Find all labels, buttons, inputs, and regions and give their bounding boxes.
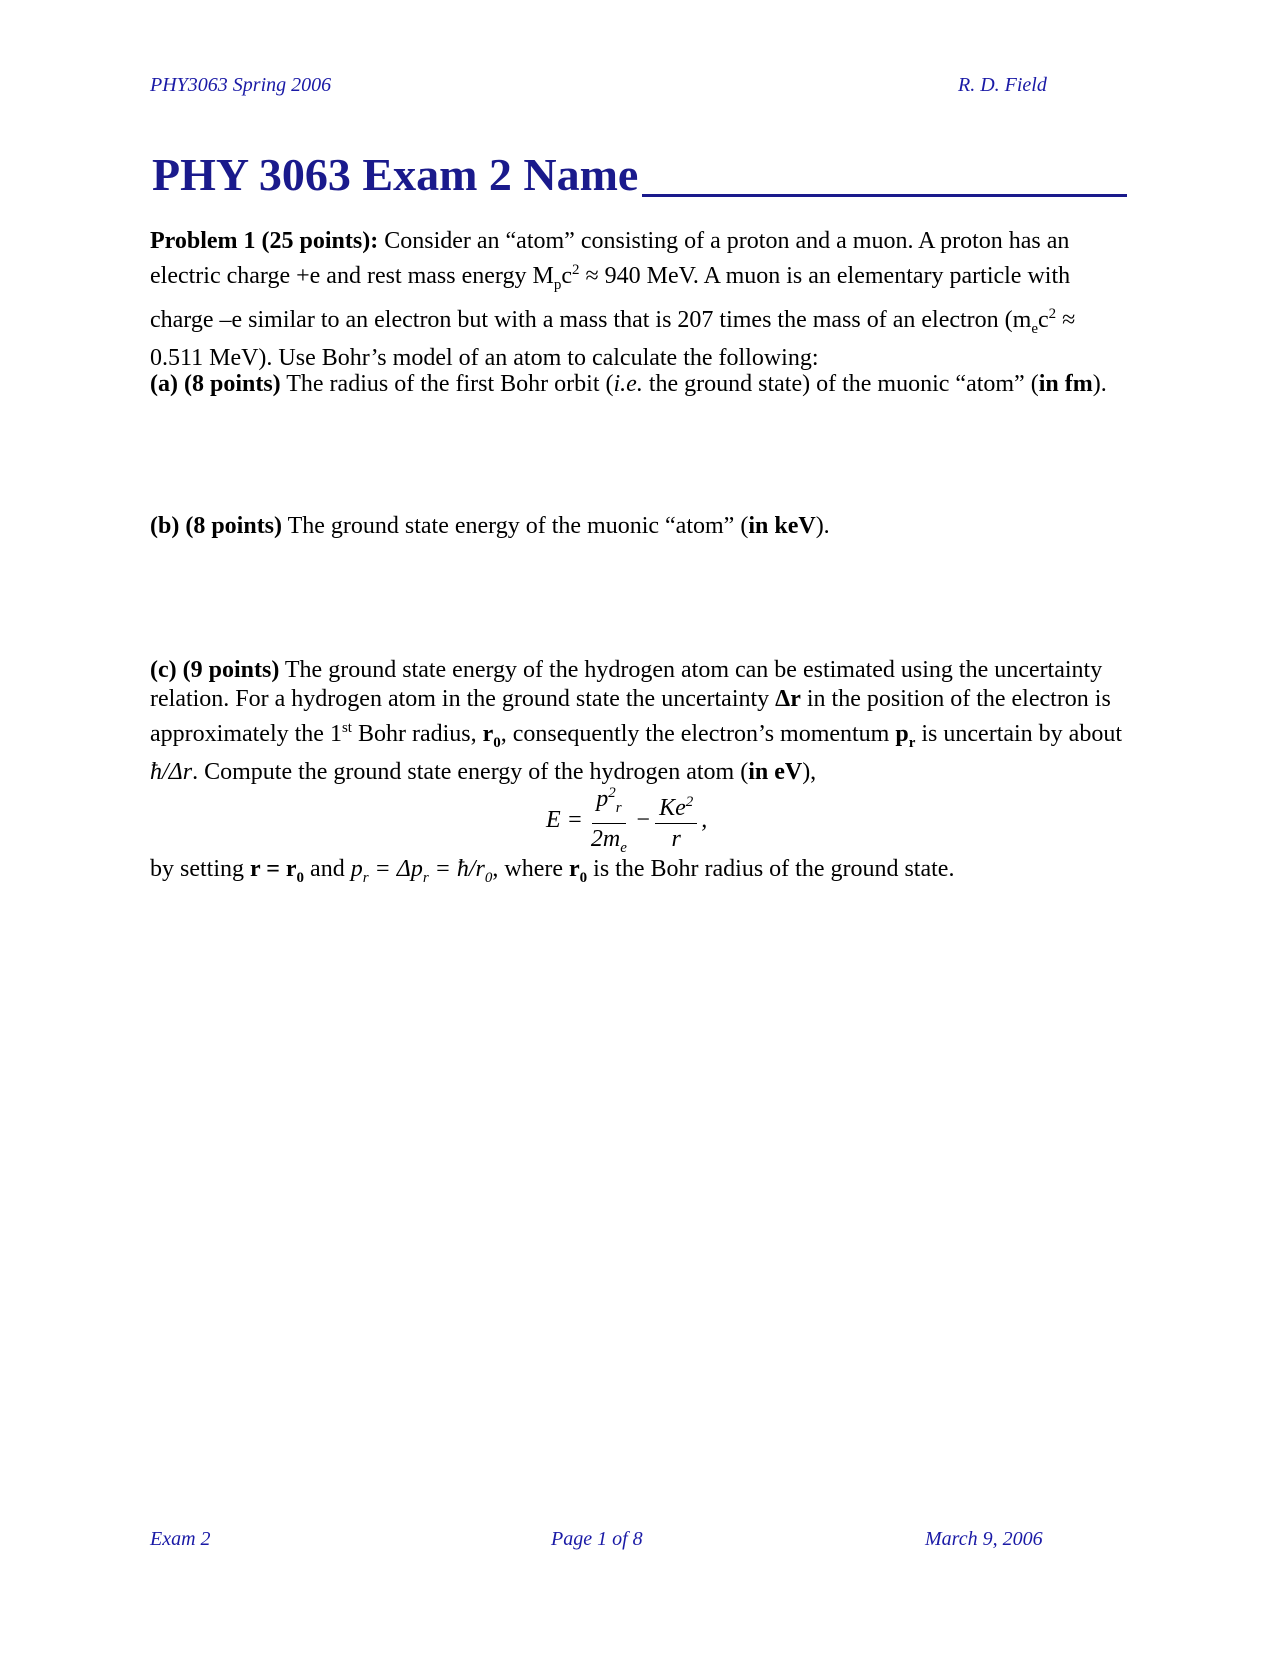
r0-bold (482, 721, 501, 751)
part-c-text-7: ), (802, 758, 817, 785)
closing-r: r (569, 856, 580, 882)
eq-r-sub-1: r (362, 869, 369, 886)
problem-intro (150, 227, 1130, 373)
footer-date: March 9, 2006 (925, 1528, 1043, 1550)
closing-text-4: is the Bohr radius of the ground state. (587, 856, 955, 882)
footer-page: Page 1 of 8 (551, 1528, 643, 1550)
header-course: PHY3063 Spring 2006 (150, 74, 332, 96)
energy-formula (546, 778, 707, 863)
formula-ke: Ke (659, 794, 686, 821)
part-c-label: (c) (9 points) (150, 657, 280, 683)
sub-p: p (553, 276, 562, 293)
formula-r-sub: r (615, 799, 622, 816)
part-a-text-2: the ground state) of the muonic “atom” ( (642, 371, 1039, 397)
eq-r-sub-2: r (422, 869, 429, 886)
part-c-text-6: . Compute the ground state energy of the hydrogen atom ( (192, 758, 749, 785)
fraction-kinetic (587, 778, 631, 863)
sup-2a: 2 (571, 262, 580, 278)
part-a-text-3: ). (1092, 371, 1107, 397)
closing-text-1: by setting (150, 856, 250, 882)
r0-r: r (482, 721, 494, 747)
closing-line (150, 855, 1130, 893)
part-c-text-4: , consequently the electron’s momentum (500, 721, 896, 747)
intro-text-3: ≈ 0.511 MeV). Use Bohr’s model of an atom to calculate the following: (150, 306, 1076, 371)
formula-p: p (596, 786, 609, 812)
eq-hbar-r: = ħ/r (428, 856, 485, 882)
part-a-label: (a) (8 points) (150, 371, 281, 397)
part-c-text-2: in the position of the electron is approximately the 1 (150, 686, 1111, 747)
frac-potential-num (655, 787, 697, 824)
closing-text-3: , where (492, 856, 570, 882)
part-c (150, 656, 1130, 787)
footer-exam: Exam 2 (150, 1528, 211, 1550)
part-a-ie: i.e. (613, 371, 643, 397)
part-a-text-1: The radius of the first Bohr orbit ( (280, 371, 614, 397)
c-letter-2: c (1038, 306, 1049, 333)
part-b-label: (b) (8 points) (150, 513, 283, 539)
part-c-text-3: Bohr radius, (351, 721, 483, 747)
c-letter-1: c (561, 263, 572, 289)
intro-text-2: ≈ 940 MeV. A muon is an elementary particle with charge –e similar to an electron but with a mass that is 207 times the mass of an electron (m (150, 263, 1071, 333)
frac-kinetic-num (592, 778, 625, 824)
eq-p: p (350, 856, 363, 882)
sub-e: e (1031, 320, 1038, 337)
r0-bold-2 (569, 856, 588, 886)
formula-sq-1: 2 (608, 785, 616, 801)
sup-st: st (341, 720, 352, 736)
r-eq-zero: 0 (296, 869, 305, 886)
momentum-equation (350, 856, 493, 886)
part-b-text-1: The ground state energy of the muonic “atom” ( (282, 513, 749, 539)
name-blank-line (642, 148, 1127, 197)
part-b-text-2: ). (815, 513, 830, 539)
pr-bold (895, 721, 916, 751)
eq-zero: 0 (484, 869, 493, 886)
r-eq-r0 (250, 856, 305, 886)
sup-2b: 2 (1048, 305, 1057, 322)
r0-zero: 0 (493, 734, 501, 751)
part-c-unit: in eV (748, 758, 803, 785)
problem-label: Problem 1 (25 points): (150, 228, 379, 254)
part-c-text-1: The ground state energy of the hydrogen atom can be estimated using the uncertainty relation. For a hydrogen atom in the ground state the uncertainty (150, 657, 1103, 712)
eq-delta-p: = Δp (368, 856, 423, 882)
page-title (152, 148, 1127, 201)
part-a (150, 370, 1130, 399)
fraction-potential (655, 787, 697, 854)
formula-e-sub: e (620, 839, 627, 856)
part-b (150, 512, 1130, 541)
closing-text-2: and (304, 856, 351, 882)
formula-lhs: E = (546, 806, 583, 833)
r-eq: r = r (250, 856, 297, 882)
intro-text-1: Consider an “atom” consisting of a proton and a muon. A proton has an electric charge +e and rest mass energy M (150, 228, 1070, 289)
delta-r: Δr (775, 686, 801, 712)
closing-zero: 0 (579, 869, 588, 886)
formula-2m: 2m (590, 825, 621, 852)
title-text: PHY 3063 Exam 2 Name (152, 149, 639, 200)
part-b-unit: in keV (748, 513, 816, 539)
frac-potential-den: r (671, 825, 681, 852)
formula-comma: , (701, 806, 708, 833)
header-author: R. D. Field (958, 74, 1047, 96)
part-a-unit: in fm (1038, 371, 1093, 397)
hbar-over-dr: ħ/Δr (150, 758, 193, 785)
formula-sq-2: 2 (685, 793, 694, 810)
formula-minus: − (634, 806, 652, 833)
pr-p: p (895, 721, 909, 747)
pr-r: r (908, 734, 916, 751)
part-c-text-5: is uncertain by about (915, 721, 1123, 747)
